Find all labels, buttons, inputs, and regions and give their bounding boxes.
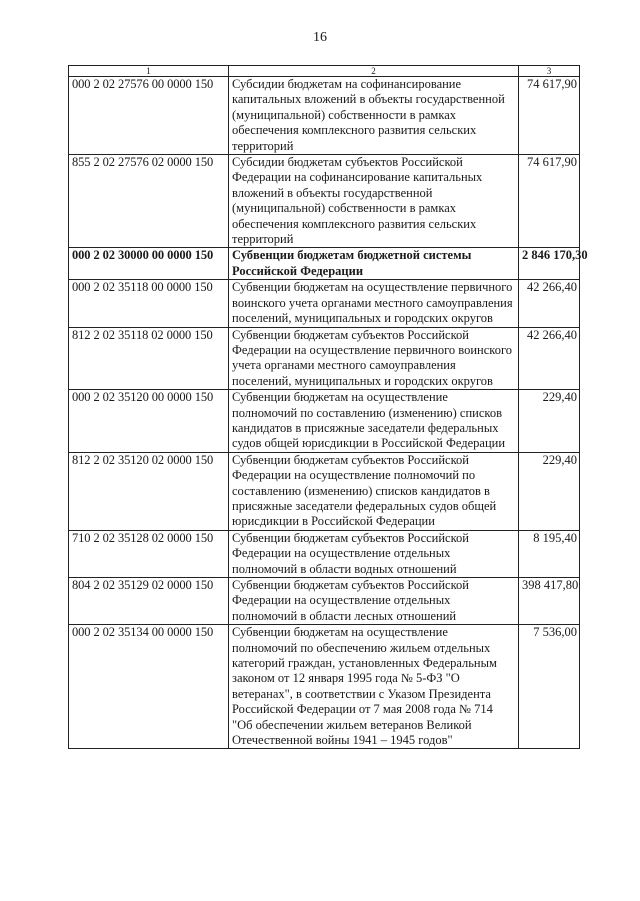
revenue-code: 812 2 02 35118 02 0000 150: [69, 327, 229, 390]
table-row: [69, 452, 580, 530]
revenue-code: 812 2 02 35120 02 0000 150: [69, 452, 229, 530]
table-row: [69, 155, 580, 248]
table-row: [69, 578, 580, 625]
revenue-code: 000 2 02 35118 00 0000 150: [69, 280, 229, 327]
revenue-description: Субвенции бюджетам бюджетной системы Российской Федерации: [229, 248, 519, 280]
header-column-code: 1: [69, 66, 229, 77]
revenue-description: Субвенции бюджетам субъектов Российской Федерации на осуществление полномочий по составлению (изменению) списков кандидатов в присяжные заседатели федеральных судов общей юрисдикции в Российской Федерации: [229, 452, 519, 530]
table-row: [69, 390, 580, 453]
revenue-amount: 2 846 170,30: [519, 248, 580, 280]
revenue-amount: 8 195,40: [519, 530, 580, 577]
revenue-code: 000 2 02 30000 00 0000 150: [69, 248, 229, 280]
page-number: 16: [313, 30, 327, 45]
revenue-code: 000 2 02 35120 00 0000 150: [69, 390, 229, 453]
revenue-code: 000 2 02 35134 00 0000 150: [69, 625, 229, 749]
revenue-code: 804 2 02 35129 02 0000 150: [69, 578, 229, 625]
revenue-amount: 42 266,40: [519, 280, 580, 327]
revenue-amount: 74 617,90: [519, 77, 580, 155]
revenue-amount: 398 417,80: [519, 578, 580, 625]
table-row: [69, 327, 580, 390]
table-row-subtotal: [69, 248, 580, 280]
table-row: [69, 280, 580, 327]
header-column-description: 2: [229, 66, 519, 77]
revenue-amount: 7 536,00: [519, 625, 580, 749]
table-row: [69, 530, 580, 577]
revenue-code: 710 2 02 35128 02 0000 150: [69, 530, 229, 577]
header-column-amount: 3: [519, 66, 580, 77]
revenue-amount: 74 617,90: [519, 155, 580, 248]
revenue-code: 855 2 02 27576 02 0000 150: [69, 155, 229, 248]
budget-revenue-table: [68, 65, 588, 749]
revenue-amount: 229,40: [519, 452, 580, 530]
revenue-amount: 229,40: [519, 390, 580, 453]
revenue-description: Субвенции бюджетам субъектов Российской Федерации на осуществление отдельных полномочий в области лесных отношений: [229, 578, 519, 625]
revenue-description: Субвенции бюджетам на осуществление полномочий по составлению (изменению) списков кандидатов в присяжные заседатели федеральных судов общей юрисдикции в Российской Федерации: [229, 390, 519, 453]
revenue-code: 000 2 02 27576 00 0000 150: [69, 77, 229, 155]
revenue-description: Субсидии бюджетам субъектов Российской Федерации на софинансирование капитальных вложений в объекты государственной (муниципальной) собственности в рамках обеспечения комплексного развития сельских территорий: [229, 155, 519, 248]
table-header-row: [69, 66, 580, 77]
revenue-description: Субвенции бюджетам субъектов Российской Федерации на осуществление отдельных полномочий в области водных отношений: [229, 530, 519, 577]
revenue-description: Субвенции бюджетам на осуществление первичного воинского учета органами местного самоуправления поселений, муниципальных и городских округов: [229, 280, 519, 327]
table-row: [69, 625, 580, 749]
revenue-description: Субвенции бюджетам субъектов Российской Федерации на осуществление первичного воинского учета органами местного самоуправления поселений, муниципальных и городских округов: [229, 327, 519, 390]
table-row: [69, 77, 580, 155]
revenue-description: Субвенции бюджетам на осуществление полномочий по обеспечению жильем отдельных категорий граждан, установленных Федеральным законом от 12 января 1995 года № 5-ФЗ "О ветеранах", в соответствии с Указом Президента Российской Федерации от 7 мая 2008 года № 714 "Об обеспечении жильем ветеранов Великой Отечественной войны 1941 – 1945 годов": [229, 625, 519, 749]
revenue-description: Субсидии бюджетам на софинансирование капитальных вложений в объекты государственной (муниципальной) собственности в рамках обеспечения комплексного развития сельских территорий: [229, 77, 519, 155]
revenue-amount: 42 266,40: [519, 327, 580, 390]
